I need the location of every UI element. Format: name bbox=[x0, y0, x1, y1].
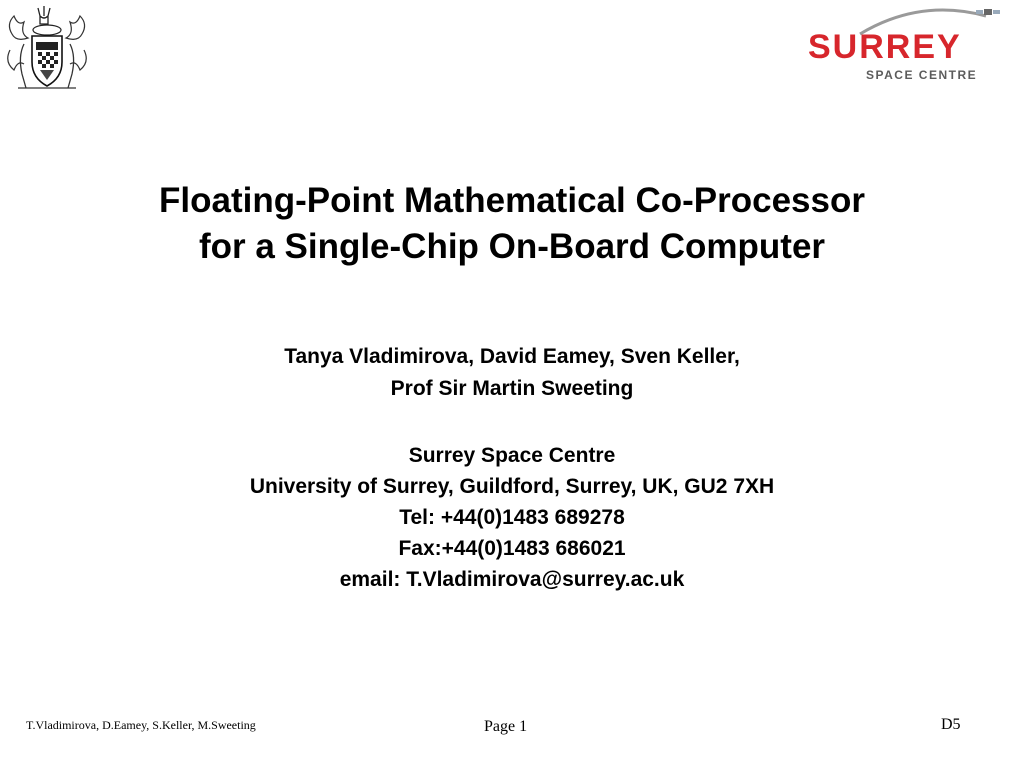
fax-number: Fax:+44(0)1483 686021 bbox=[398, 537, 626, 560]
slide-code: D5 bbox=[941, 716, 961, 733]
crest-icon bbox=[4, 4, 90, 92]
surrey-wordmark: SURREY bbox=[808, 28, 962, 66]
title-line-2: for a Single-Chip On-Board Computer bbox=[198, 227, 826, 266]
title-line-1: Floating-Point Mathematical Co-Processor bbox=[159, 181, 865, 220]
footer-authors: T.Vladimirova, D.Eamey, S.Keller, M.Sweeting bbox=[26, 718, 256, 732]
organisation-name: Surrey Space Centre bbox=[408, 444, 616, 467]
authors-line-1: Tanya Vladimirova, David Eamey, Sven Keller, bbox=[284, 345, 740, 368]
surrey-space-centre-logo bbox=[800, 4, 1020, 90]
slide-title bbox=[0, 178, 1024, 270]
postal-address: University of Surrey, Guildford, Surrey, UK, GU2 7XH bbox=[249, 475, 775, 498]
author-list bbox=[0, 341, 1024, 405]
email-address: email: T.Vladimirova@surrey.ac.uk bbox=[339, 568, 685, 591]
affiliation-block bbox=[0, 440, 1024, 595]
telephone-number: Tel: +44(0)1483 689278 bbox=[399, 506, 625, 529]
university-crest-logo bbox=[4, 4, 90, 92]
page-number: Page 1 bbox=[484, 718, 528, 735]
space-centre-wordmark: SPACE CENTRE bbox=[866, 68, 978, 82]
authors-line-2: Prof Sir Martin Sweeting bbox=[390, 377, 634, 400]
